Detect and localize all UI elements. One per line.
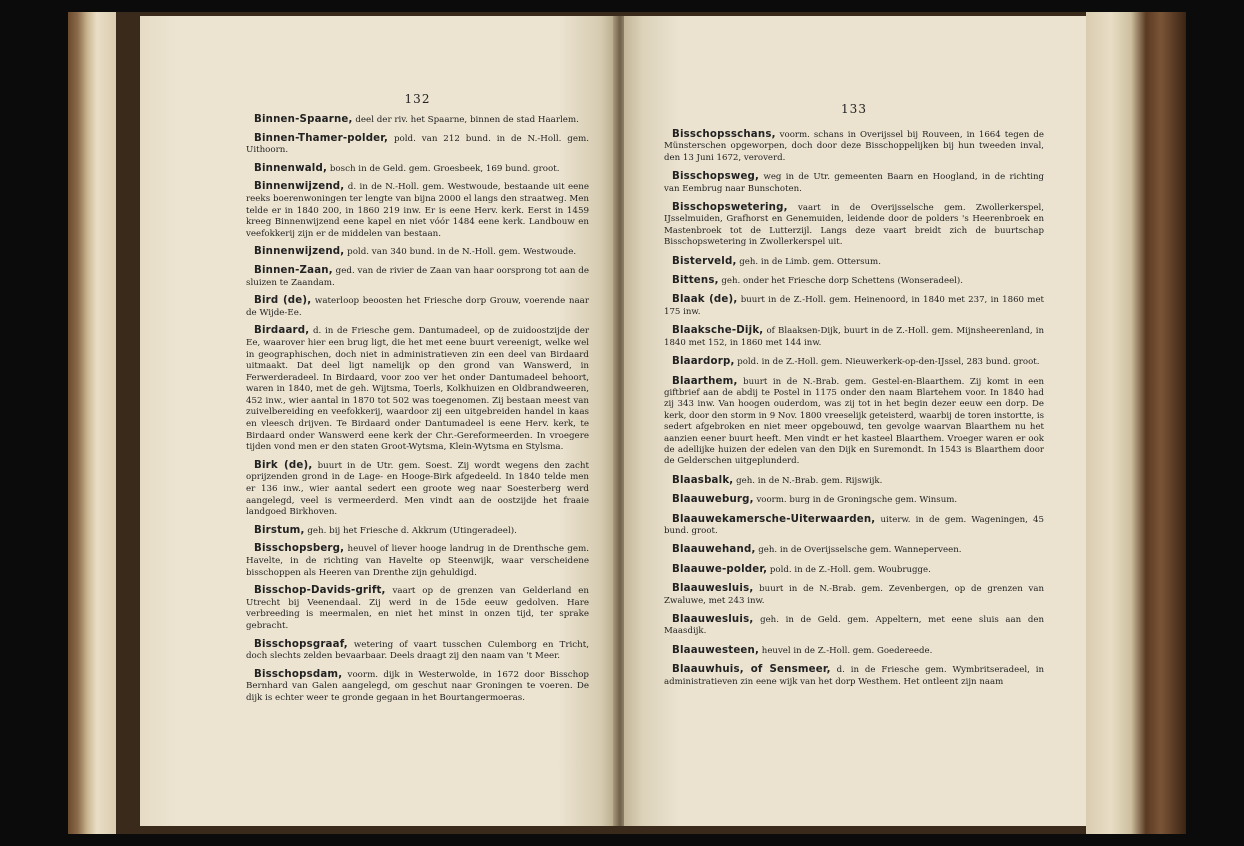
entry-headword: Blaauwesluis, bbox=[672, 614, 754, 625]
dictionary-entry bbox=[664, 294, 1044, 318]
dictionary-entry bbox=[664, 645, 1044, 657]
dictionary-entry bbox=[246, 585, 589, 632]
entry-headword: Bisschopsgraaf, bbox=[254, 638, 348, 650]
entry-text: pold. in de Z.-Holl. gem. Nieuwerkerk-op-den-IJssel, 283 bund. groot. bbox=[734, 357, 1040, 368]
entry-text: geh. in de Limb. gem. Ottersum. bbox=[736, 256, 881, 267]
dictionary-entry bbox=[664, 614, 1044, 638]
page-edges-right bbox=[1086, 12, 1186, 834]
dictionary-entry bbox=[664, 129, 1044, 164]
entry-text: ged. van de rivier de Zaan van haar oorsprong tot aan de sluizen te Zaandam. bbox=[246, 265, 589, 288]
entry-headword: Bisschopswetering, bbox=[672, 202, 788, 214]
entry-headword: Bisschopsberg, bbox=[254, 543, 345, 555]
dictionary-entry bbox=[664, 583, 1044, 607]
dictionary-entry bbox=[246, 181, 589, 240]
entry-text: pold. van 340 bund. in de N.-Holl. gem. Westwoude. bbox=[344, 247, 577, 258]
entry-headword: Bird (de), bbox=[254, 295, 312, 307]
dictionary-entry bbox=[246, 460, 589, 519]
entry-text: geh. in de Overijsselsche gem. Wanneperveen. bbox=[755, 545, 962, 556]
entry-headword: Blaauwe-polder, bbox=[672, 563, 768, 575]
entry-headword: Birk (de), bbox=[254, 459, 313, 471]
entry-list bbox=[246, 114, 589, 705]
dictionary-entry bbox=[246, 525, 589, 538]
entry-headword: Blaauwhuis, of Sensmeer, bbox=[672, 664, 831, 676]
dictionary-entry bbox=[664, 275, 1044, 287]
entry-text: uiterw. in de gem. Wageningen, 45 bund. groot. bbox=[664, 514, 1044, 536]
entry-list bbox=[664, 129, 1044, 688]
entry-headword: Blaauwesluis, bbox=[672, 583, 754, 595]
entry-headword: Bisschopsdam, bbox=[254, 668, 343, 680]
entry-text: weg in de Utr. gemeenten Baarn en Hoogland, in de richting van Eembrug naar Bunschoten. bbox=[664, 172, 1044, 194]
entry-headword: Blaak (de), bbox=[672, 294, 738, 306]
entry-text: pold. van 212 bund. in de N.-Holl. gem. Uithoorn. bbox=[246, 133, 589, 156]
entry-text: pold. in de Z.-Holl. gem. Woubrugge. bbox=[767, 564, 931, 575]
dictionary-entry bbox=[246, 114, 589, 127]
entry-text: d. in de N.-Holl. gem. Westwoude, bestaande uit eene reeks boerenwoningen ter lengte van bijna 2000 el langs den straatweg. Men telde er in 1840 200, in 1860 219 inw. Er is eene Herv. kerk. Eerst in 1459 kreeg Binnenwijzend eene kapel en niet vóór 1484 eene kerk. Landbouw en veefokkerij zijn er de middelen van bestaan. bbox=[246, 182, 589, 239]
entry-text: geh. onder het Friesche dorp Schettens (Wonseradeel). bbox=[718, 276, 963, 287]
entry-headword: Binnen-Spaarne, bbox=[254, 114, 353, 125]
dictionary-entry bbox=[246, 133, 589, 157]
entry-headword: Blaauweburg, bbox=[672, 494, 754, 506]
dictionary-entry bbox=[246, 265, 589, 289]
entry-headword: Blaasbalk, bbox=[672, 474, 734, 486]
entry-text: geh. in de N.-Brab. gem. Rijswijk. bbox=[733, 475, 883, 486]
left-page bbox=[140, 16, 615, 826]
dictionary-entry bbox=[664, 475, 1044, 487]
dictionary-entry bbox=[664, 256, 1044, 268]
entry-headword: Binnen-Thamer-polder, bbox=[254, 132, 389, 144]
entry-headword: Binnenwijzend, bbox=[254, 181, 345, 193]
entry-headword: Binnenwald, bbox=[254, 162, 328, 174]
dictionary-entry bbox=[664, 202, 1044, 249]
entry-text: geh. in de Geld. gem. Appeltern, met eene sluis aan den Maasdijk. bbox=[664, 615, 1044, 637]
dictionary-entry bbox=[664, 494, 1044, 506]
dictionary-entry bbox=[664, 376, 1044, 468]
entry-text: voorm. schans in Overijssel bij Rouveen, in 1664 tegen de Münsterschen opgeworpen, doch door deze Bisschoppelijken bij hun tweeden inval, den 13 Juni 1672, veroverd. bbox=[664, 130, 1044, 163]
dictionary-entry bbox=[246, 163, 589, 176]
entry-headword: Blaardorp, bbox=[672, 356, 735, 368]
page-number: 133 bbox=[841, 102, 867, 116]
page-edges-left bbox=[68, 12, 116, 834]
entry-text: buurt in de Utr. gem. Soest. Zij wordt wegens den zacht oprijzenden grond in de Lage- en Hooge-Birk afgedeeld. In 1840 telde men er 136 inw., wier aantal sedert een groote weg naar Soesterberg werd aangelegd, veel is vermeerderd. Men vindt aan de oostzijde het fraaie landgoed Birkhoven. bbox=[246, 460, 589, 518]
dictionary-entry bbox=[664, 356, 1044, 368]
dictionary-entry bbox=[664, 325, 1044, 349]
entry-headword: Bisschopsschans, bbox=[672, 129, 776, 140]
entry-text: heuvel of liever hooge landrug in de Drenthsche gem. Havelte, in de richting van Havelte op Steenwijk, waar verscheidene bisschoppen als Heeren van Drenthe zijn gehuldigd. bbox=[246, 544, 589, 578]
entry-text: geh. bij het Friesche d. Akkrum (Utingeradeel). bbox=[304, 525, 517, 536]
dictionary-entry bbox=[664, 171, 1044, 195]
dictionary-entry bbox=[246, 639, 589, 663]
entry-headword: Birstum, bbox=[254, 524, 305, 536]
entry-text: bosch in de Geld. gem. Groesbeek, 169 bund. groot. bbox=[327, 163, 560, 174]
entry-text: buurt in de N.-Brab. gem. Gestel-en-Blaarthem. Zij komt in een giftbrief aan de abdij te Postel in 1175 onder den naam Blartehem voor. In 1840 had zij 343 inw. Van hoogen ouderdom, was zij tot in het begin dezer eeuw een dorp. De kerk, door den storm in 9 Nov. 1800 vreeselijk geteisterd, waarbij de toren instortte, is sedert afgebroken en niet meer opgebouwd, ten gevolge waarvan Blaarthem nu het aanzien eener buurt heeft. Men vindt er het kasteel Blaarthem. Vroeger waren er ook de adellijke huizen der edelen van den Dijk en Suremondt. In 1543 is Blaarthem door de Gelderschen uitgeplunderd. bbox=[664, 376, 1044, 467]
dictionary-entry bbox=[246, 246, 589, 259]
dictionary-entry bbox=[664, 514, 1044, 538]
entry-headword: Bisschop-Davids-grift, bbox=[254, 585, 386, 597]
dictionary-entry bbox=[246, 325, 589, 454]
entry-headword: Birdaard, bbox=[254, 325, 310, 337]
page-number: 132 bbox=[404, 92, 431, 106]
entry-headword: Blaarthem, bbox=[672, 375, 738, 387]
entry-headword: Bisterveld, bbox=[672, 255, 737, 267]
dictionary-entry bbox=[246, 295, 589, 319]
entry-text: vaart op de grenzen van Gelderland en Utrecht bij Veenendaal. Zij werd in de 15de eeuw gedolven. Hare verbreeding is meermalen, en niet het minst in onzen tijd, ter sprake gebracht. bbox=[246, 586, 589, 631]
entry-text: heuvel in de Z.-Holl. gem. Goedereede. bbox=[759, 645, 933, 656]
entry-text: deel der riv. het Spaarne, binnen de stad Haarlem. bbox=[352, 115, 579, 125]
entry-headword: Binnenwijzend, bbox=[254, 246, 345, 258]
entry-headword: Blaaksche-Dijk, bbox=[672, 325, 764, 337]
right-page bbox=[624, 16, 1086, 826]
entry-headword: Blaauwehand, bbox=[672, 544, 756, 556]
entry-headword: Blaauwekamersche-Uiterwaarden, bbox=[672, 513, 876, 525]
entry-text: of Blaaksen-Dijk, buurt in de Z.-Holl. gem. Mijnsheerenland, in 1840 met 152, in 1860 met 144 inw. bbox=[664, 326, 1044, 348]
dictionary-entry bbox=[664, 564, 1044, 576]
dictionary-entry bbox=[664, 544, 1044, 556]
entry-text: vaart in de Overijsselsche gem. Zwollerkerspel, IJsselmuiden, Grafhorst en Genemuiden, leidende door de polders 's Heerenbroek en Mastenbroek tot de Lutterzijl. Langs deze vaart breidt zich de buurtschap Bisschopswetering in Zwollerkerspel uit. bbox=[664, 203, 1044, 248]
entry-headword: Bittens, bbox=[672, 275, 719, 287]
entry-text: wetering of vaart tusschen Culemborg en Tricht, doch slechts zelden bevaarbaar. Deels draagt zij den naam van 't Meer. bbox=[246, 639, 589, 662]
entry-text: waterloop beoosten het Friesche dorp Grouw, voerende naar de Wijde-Ee. bbox=[246, 296, 589, 318]
entry-text: d. in de Friesche gem. Wymbritseradeel, in administratieven zin eene wijk van het dorp Westhem. Het ontleent zijn naam bbox=[664, 665, 1044, 687]
dictionary-entry bbox=[246, 669, 589, 705]
dictionary-entry bbox=[246, 543, 589, 579]
dictionary-entry bbox=[664, 664, 1044, 688]
entry-text: buurt in de Z.-Holl. gem. Heinenoord, in 1840 met 237, in 1860 met 175 inw. bbox=[664, 295, 1044, 317]
entry-headword: Binnen-Zaan, bbox=[254, 264, 333, 276]
entry-text: buurt in de N.-Brab. gem. Zevenbergen, op de grenzen van Zwaluwe, met 243 inw. bbox=[664, 584, 1044, 606]
entry-text: voorm. burg in de Groningsche gem. Winsum. bbox=[753, 495, 958, 506]
entry-headword: Bisschopsweg, bbox=[672, 171, 760, 183]
entry-text: voorm. dijk in Westerwolde, in 1672 door Bisschop Bernhard van Galen aangelegd, om geschut naar Groningen te voeren. De dijk is echter weer te gronde gegaan in het Bourtangermoeras. bbox=[246, 669, 589, 703]
entry-text: d. in de Friesche gem. Dantumadeel, op de zuidoostzijde der Ee, waarover hier een brug ligt, die het met eene buurt vereenigt, welke wel in geographischen, doch niet in administratieven zin een deel van Birdaard uitmaakt. Dat deel ligt namelijk op den grond van Wanswerd, in Ferwerderadeel. In Birdaard, voor zoo ver het onder Dantumadeel behoort, waren in 1840, met de geh. Wijtsma, Toerls, Kolkhuizen en Oldbrandweeren, 452 inw., wier aantal in 1870 tot 502 was toegenomen. Zij bestaan meest van zuivelbereiding en veefokkerij, waardoor zij een uitgebreiden handel in kaas en vleesch drijven. Te Birdaard onder Dantumadeel is eene Herv. kerk, te Birdaard onder Wanswerd eene kerk der Chr.-Gereformeerden. In vroegere tijden vond men er den staten Groot-Wytsma, Klein-Wytsma en Stylsma. bbox=[246, 326, 589, 453]
entry-headword: Blaauwesteen, bbox=[672, 644, 760, 656]
